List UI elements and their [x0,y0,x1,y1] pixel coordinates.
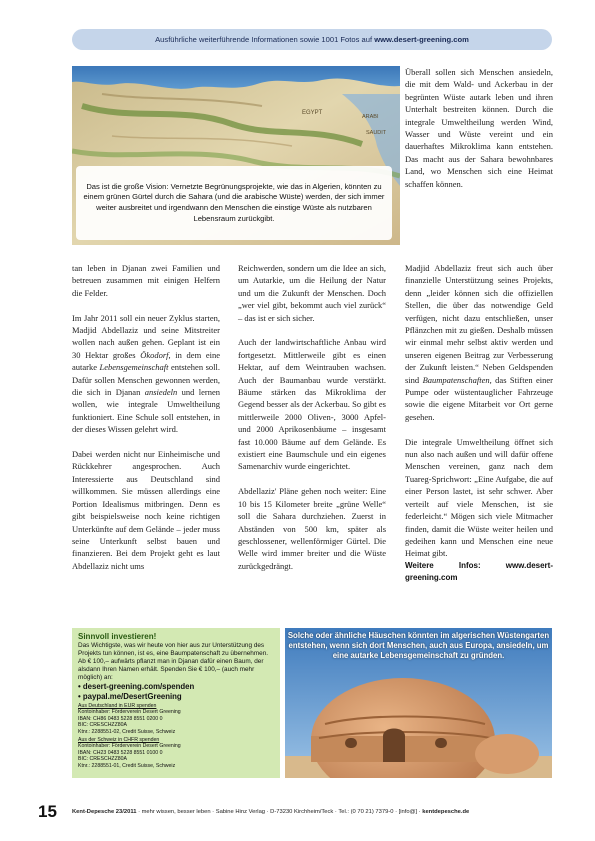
page-number: 15 [38,802,57,821]
more-info-link[interactable]: Weitere Infos: www.desert-greening.com [405,560,553,583]
donation-link-paypal[interactable]: • paypal.me/DesertGreening [78,691,182,701]
map-label-arabi: ARABI [362,114,379,120]
banner-url[interactable]: www.desert-greening.com [374,35,469,44]
map-caption: Das ist die große Vision: Vernetzte Begrünungsprojekte, wie das in Algerien, könnten zu einem grünen Gürtel durch die Sahara (und die arabische Wüste) werden, der sich immer weiter ausbreitet und irgendwann den Menschen die einstige Wüste als nutzbaren Lebensraum zurückgibt. [83,181,385,223]
col1-paragraph-2: Im Jahr 2011 soll ein neuer Zyklus starten, Madjid Abdellaziz und seine Mitstreiter wollen nach außen gehen. Geplant ist ein 30 Hektar großes Ökodorf, in dem eine autarke Lebensgemeinschaft entstehen soll. Dafür sollen Menschen gewonnen werden, die sich in Djanan ansiedeln und lernen wollen, wie integrale Umweltheilung funktioniert. Eine Schule soll entstehen, in der dieses Wissen gelehrt wird. [72,312,220,435]
page-footer [72,809,556,815]
banner-text: Ausführliche weiterführende Informationen sowie 1001 Fotos auf [155,35,373,44]
column-3 [405,262,553,585]
house-photo [285,628,552,778]
column-1 [72,262,220,585]
map-label-egypt: EGYPT [302,110,323,116]
col2-paragraph-1: Reichwerden, sondern um die Idee an sich, um Autarkie, um die Heilung der Natur und um die Zukunft der Menschen. Doch „wer viel gibt, bekommt auch viel zurück“ – das ist er sich sicher. [238,263,386,323]
col3-paragraph-2: Die integrale Umweltheilung öffnet sich nun also nach außen und will dafür offene Menschen vereinen, ganz nach dem Tuareg-Sprichwort: „Eine Aufgabe, die auf einer Person lastet, ist sehr schwer. Aber verteilt auf viele Menschen, ist sie federleicht.“ Mögen sich viele Mitmacher finden, damit die Wüste weiter heilen und gedeihen kann und Menschen eine neue Heimat gibt. [405,436,553,559]
col3-paragraph-1: Madjid Abdellaziz freut sich auch über finanzielle Unterstützung seines Projekts, denn „leider können sich die offiziellen Stellen, die über das notwendige Geld verfügen, nicht dazu entschließen, unser Pflänzchen mit zu gießen. Deshalb müssen wir einmal mehr selbst aktiv werden und unseren eigenen Beitrag zur Verbesserung der Zukunft leisten.“ Neben Geldspenden sind Baumpatenschaften, das Stiften einer Pumpe oder wüstentauglicher Fahrzeuge sowie die eigene Mitarbeit vor Ort gerne gesehen. [405,263,554,422]
footer-publisher: · mehr wissen, besser leben · Sabine Hinz Verlag · D-73230 Kirchheim/Teck · Tel.: (0 70 21) 7379-0 · [info@] · [136,809,423,815]
col2-paragraph-3: Abdellaziz' Pläne gehen noch weiter: Eine 10 bis 15 Kilometer breite „grüne Welle“ soll die Sahara durchziehen. Zuerst in Abständen von 500 km, später als geschlossener, wellenförmiger Gürtel. Die Welle wird immer breiter und die Wüste zurückgedrängt. [238,486,386,571]
col3-top-paragraph: Überall sollen sich Menschen ansiedeln, die mit dem Wald- und Ackerbau in der begrünten Wüste autark leben und ihren Unterhalt bestreiten können. Durch die integrale Umweltheilung werden Wind, Wasser und Wüste vereint und ein dauerhaftes Mikroklima kann entstehen. Das macht aus der Sahara bewohnbares Land, wo Menschen sich eine Heimat schaffen können. [405,67,553,189]
map-label-saudi: SAUDIT [366,130,387,136]
donation-body: Das Wichtigste, was wir heute von hier aus zur Unterstützung des Projekts tun können, ist es, eine Baumpatenschaft zu übernehmen. Ab € 100,– aufwärts pflanzt man in Djanan dafür einen Baum, der alsdann Ihren Namen erhält. Spenden Sie € 100,– (auch mehr möglich) an: [78,642,269,681]
col1-paragraph-3: Dabei werden nicht nur Einheimische und Rückkehrer angesprochen. Auch Interessierte aus Deutschland sind willkommen. Sie müssen allerdings eine Portion Idealismus mitbringen. Denn es gibt beispielsweise noch keine richtigen Unterkünfte auf dem Gelände – jeder muss seine Unterkunft selbst bauen und finanzieren. Bei dem Projekt geht es laut Abdellaziz nicht ums [72,449,220,571]
donation-box [72,628,280,778]
donation-title: Sinnvoll investieren! [78,632,157,641]
footer-magazine: Kent-Depesche 23/2011 [72,809,137,815]
donation-bank-ch: Aus der Schweiz in CHFR spenden Kontoinhaber: Förderverein Desert Greening IBAN: CH23 0483 5228 8551 0100 0 BIC: CRESCHZZ80A Ktnr.: 2288551-01, Credit Suisse, Schweiz [78,737,181,769]
donation-link-spenden[interactable]: • desert-greening.com/spenden [78,682,195,691]
top-info-banner [72,29,552,50]
photo-caption: Solche oder ähnliche Häuschen könnten im algerischen Wüstengarten entstehen, wenn sich dort Menschen, auch aus Europa, ansiedeln, um eine autarke Lebensgemeinschaft zu gründen. [287,631,550,660]
footer-site[interactable]: kentdepesche.de [422,809,470,815]
column-2 [238,262,386,585]
map-caption-box [76,166,392,240]
donation-bank-de: Aus Deutschland in EUR spenden Kontoinhaber: Förderverein Desert Greening IBAN: CH86 0483 5228 8551 0200 0 BIC: CRESCHZZ80A Ktnr.: 2288551-02, Credit Suisse, Schweiz [78,703,181,735]
column-3-top [405,66,553,202]
col1-paragraph-1: tan leben in Djanan zwei Familien und betreuen zusammen mit einigen Helfern die Felder. [72,263,220,298]
col2-paragraph-2: Auch der landwirtschaftliche Anbau wird fortgesetzt. Mittlerweile gibt es einen Hektar, auf dem Weintrauben wachsen. Auch der Baumanbau wurde verstärkt. Bäume stärken das Mikroklima der Gegend besser als der Ackerbau. So gibt es mittlerweile 2000 Oliven-, 3000 Apfel- und 2000 Aprikosenbäume – insgesamt fast 10.000 Bäume auf dem Gelände. Es existiert eine Baumschule und ein eigenes Samenarchiv wurde eingerichtet. [238,337,386,472]
